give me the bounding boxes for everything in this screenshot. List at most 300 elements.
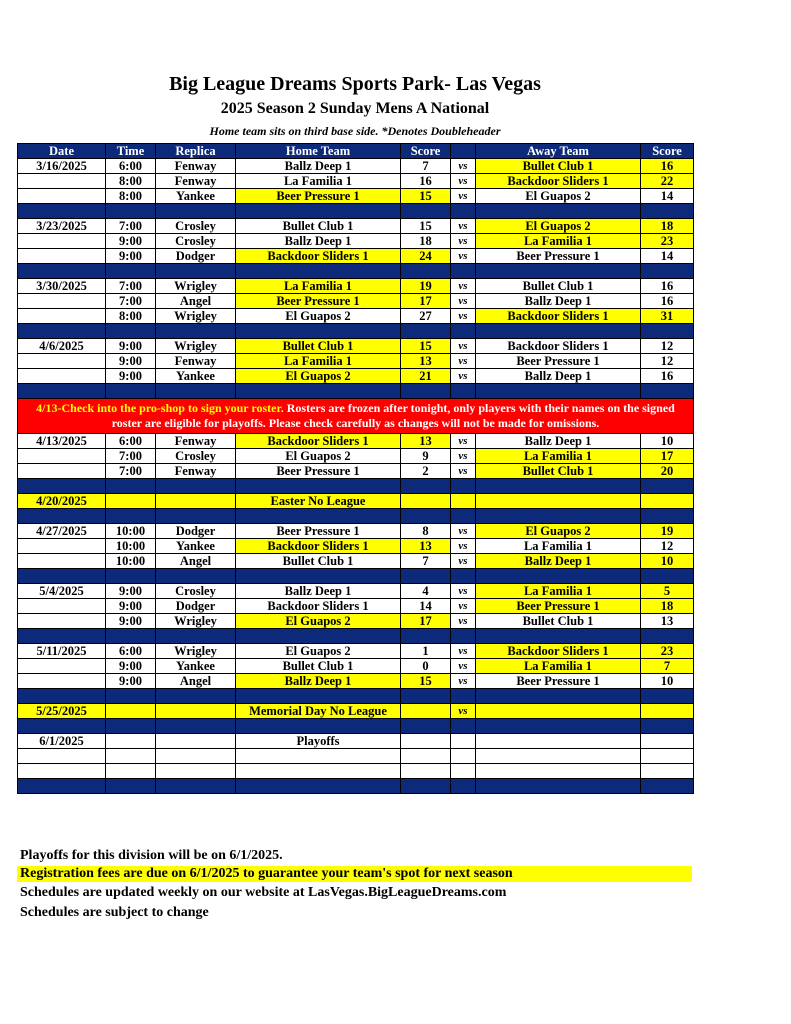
game-date — [18, 369, 106, 384]
home-score: 15 — [401, 339, 451, 354]
vs-label: vs — [451, 434, 476, 449]
game-time: 7:00 — [106, 464, 156, 479]
empty-cell — [18, 764, 106, 779]
game-date — [18, 354, 106, 369]
home-score: 13 — [401, 539, 451, 554]
playoffs-row — [18, 734, 694, 749]
game-time: 9:00 — [106, 614, 156, 629]
separator-cell — [236, 264, 401, 279]
game-replica: Yankee — [156, 189, 236, 204]
game-date: 4/27/2025 — [18, 524, 106, 539]
home-team: La Familia 1 — [236, 354, 401, 369]
empty-cell — [401, 764, 451, 779]
home-team: Beer Pressure 1 — [236, 524, 401, 539]
empty-cell — [451, 764, 476, 779]
away-team: Backdoor Sliders 1 — [476, 309, 641, 324]
game-row — [18, 614, 694, 629]
vs-label: vs — [451, 584, 476, 599]
away-score: 10 — [641, 554, 694, 569]
separator-cell — [641, 384, 694, 399]
season-subtitle: 2025 Season 2 Sunday Mens A National — [220, 100, 490, 117]
separator-cell — [156, 569, 236, 584]
separator-cell — [18, 384, 106, 399]
game-date — [18, 294, 106, 309]
empty-cell — [401, 494, 451, 509]
away-score: 16 — [641, 279, 694, 294]
away-team: Bullet Club 1 — [476, 159, 641, 174]
game-date: 3/23/2025 — [18, 219, 106, 234]
playoffs-label: Playoffs — [236, 734, 401, 749]
separator-cell — [18, 629, 106, 644]
game-time: 9:00 — [106, 599, 156, 614]
separator-cell — [641, 324, 694, 339]
col-header-away-score: Score — [641, 144, 694, 159]
game-date: 4/13/2025 — [18, 434, 106, 449]
away-score: 23 — [641, 234, 694, 249]
home-team: Ballz Deep 1 — [236, 159, 401, 174]
home-score: 27 — [401, 309, 451, 324]
away-score: 13 — [641, 614, 694, 629]
col-header-home-score: Score — [401, 144, 451, 159]
game-date: 5/4/2025 — [18, 584, 106, 599]
empty-cell — [106, 704, 156, 719]
vs-label: vs — [451, 539, 476, 554]
game-row — [18, 309, 694, 324]
separator-cell — [641, 479, 694, 494]
game-date: 3/30/2025 — [18, 279, 106, 294]
home-team: El Guapos 2 — [236, 614, 401, 629]
empty-cell — [476, 494, 641, 509]
vs-label: vs — [451, 659, 476, 674]
game-row — [18, 234, 694, 249]
game-date — [18, 539, 106, 554]
separator-cell — [236, 779, 401, 794]
roster-notice-text: Rosters are frozen after tonight, only players with their names on the signed roster are eligible for playoffs. Please check carefully as changes will not be made for omissions. — [111, 401, 675, 430]
vs-label: vs — [451, 339, 476, 354]
home-score: 16 — [401, 174, 451, 189]
vs-label: vs — [451, 174, 476, 189]
away-team: Ballz Deep 1 — [476, 294, 641, 309]
separator-cell — [106, 384, 156, 399]
game-date — [18, 554, 106, 569]
separator-cell — [451, 479, 476, 494]
game-replica: Dodger — [156, 599, 236, 614]
game-row — [18, 279, 694, 294]
game-time: 10:00 — [106, 524, 156, 539]
home-score: 15 — [401, 189, 451, 204]
separator-cell — [18, 569, 106, 584]
game-replica: Yankee — [156, 659, 236, 674]
away-team: La Familia 1 — [476, 234, 641, 249]
game-row — [18, 674, 694, 689]
away-score: 5 — [641, 584, 694, 599]
game-replica: Yankee — [156, 369, 236, 384]
game-time: 7:00 — [106, 449, 156, 464]
separator-cell — [401, 479, 451, 494]
game-replica: Wrigley — [156, 614, 236, 629]
game-time: 7:00 — [106, 294, 156, 309]
separator-cell — [18, 779, 106, 794]
away-score: 7 — [641, 659, 694, 674]
empty-cell — [106, 749, 156, 764]
home-team: Beer Pressure 1 — [236, 189, 401, 204]
vs-label — [451, 494, 476, 509]
away-score: 12 — [641, 339, 694, 354]
away-score: 10 — [641, 674, 694, 689]
game-row — [18, 464, 694, 479]
away-team: La Familia 1 — [476, 449, 641, 464]
vs-label: vs — [451, 219, 476, 234]
footer-playoffs-note: Playoffs for this division will be on 6/1/2025. — [20, 848, 283, 863]
empty-cell — [156, 704, 236, 719]
vs-label: vs — [451, 369, 476, 384]
away-team: Beer Pressure 1 — [476, 249, 641, 264]
game-replica: Wrigley — [156, 644, 236, 659]
footer-website-note: Schedules are updated weekly on our website at LasVegas.BigLeagueDreams.com — [20, 885, 507, 900]
game-replica: Yankee — [156, 539, 236, 554]
separator-cell — [451, 629, 476, 644]
separator-cell — [18, 264, 106, 279]
game-row — [18, 294, 694, 309]
separator-cell — [236, 569, 401, 584]
vs-label: vs — [451, 309, 476, 324]
home-team: El Guapos 2 — [236, 644, 401, 659]
vs-label: vs — [451, 294, 476, 309]
separator-cell — [236, 689, 401, 704]
separator-cell — [476, 509, 641, 524]
away-score: 22 — [641, 174, 694, 189]
separator-cell — [236, 479, 401, 494]
game-time: 9:00 — [106, 659, 156, 674]
empty-cell — [401, 749, 451, 764]
holiday-date: 4/20/2025 — [18, 494, 106, 509]
home-score: 7 — [401, 159, 451, 174]
roster-notice-row — [18, 399, 694, 434]
separator-cell — [156, 204, 236, 219]
away-score: 12 — [641, 539, 694, 554]
separator-cell — [156, 779, 236, 794]
footer-registration-note: Registration fees are due on 6/1/2025 to guarantee your team's spot for next season — [17, 866, 692, 882]
separator-row — [18, 204, 694, 219]
home-score: 19 — [401, 279, 451, 294]
vs-label: vs — [451, 249, 476, 264]
separator-cell — [106, 629, 156, 644]
game-date — [18, 249, 106, 264]
col-header-home-team: Home Team — [236, 144, 401, 159]
game-row — [18, 174, 694, 189]
home-team: Beer Pressure 1 — [236, 464, 401, 479]
home-team: El Guapos 2 — [236, 309, 401, 324]
game-time: 10:00 — [106, 554, 156, 569]
separator-cell — [401, 384, 451, 399]
game-time: 9:00 — [106, 354, 156, 369]
empty-cell — [156, 764, 236, 779]
away-team: Backdoor Sliders 1 — [476, 174, 641, 189]
home-team: El Guapos 2 — [236, 449, 401, 464]
separator-cell — [401, 509, 451, 524]
away-team: Beer Pressure 1 — [476, 354, 641, 369]
separator-cell — [476, 719, 641, 734]
game-replica: Fenway — [156, 354, 236, 369]
separator-row — [18, 719, 694, 734]
separator-cell — [106, 204, 156, 219]
separator-cell — [18, 689, 106, 704]
game-date — [18, 234, 106, 249]
away-score: 16 — [641, 369, 694, 384]
away-team: El Guapos 2 — [476, 524, 641, 539]
vs-label: vs — [451, 354, 476, 369]
game-date: 5/11/2025 — [18, 644, 106, 659]
holiday-row — [18, 494, 694, 509]
game-row — [18, 159, 694, 174]
separator-row — [18, 264, 694, 279]
separator-cell — [401, 719, 451, 734]
separator-cell — [236, 629, 401, 644]
empty-cell — [451, 749, 476, 764]
away-score: 12 — [641, 354, 694, 369]
home-score: 21 — [401, 369, 451, 384]
separator-cell — [18, 204, 106, 219]
game-replica: Dodger — [156, 524, 236, 539]
empty-cell — [641, 494, 694, 509]
empty-cell — [476, 734, 641, 749]
game-date — [18, 174, 106, 189]
game-replica: Dodger — [156, 249, 236, 264]
empty-cell — [106, 764, 156, 779]
away-score: 14 — [641, 249, 694, 264]
home-team: Bullet Club 1 — [236, 554, 401, 569]
away-team: Ballz Deep 1 — [476, 434, 641, 449]
home-score: 2 — [401, 464, 451, 479]
game-time: 9:00 — [106, 234, 156, 249]
game-time: 6:00 — [106, 644, 156, 659]
holiday-label: Easter No League — [236, 494, 401, 509]
separator-cell — [641, 719, 694, 734]
separator-cell — [451, 689, 476, 704]
separator-cell — [236, 204, 401, 219]
separator-cell — [156, 324, 236, 339]
game-date — [18, 659, 106, 674]
table-header-row — [18, 144, 694, 159]
separator-cell — [106, 264, 156, 279]
separator-cell — [476, 479, 641, 494]
game-row — [18, 219, 694, 234]
game-replica: Fenway — [156, 174, 236, 189]
away-team: Backdoor Sliders 1 — [476, 644, 641, 659]
home-team: Ballz Deep 1 — [236, 674, 401, 689]
game-row — [18, 644, 694, 659]
away-team: Backdoor Sliders 1 — [476, 339, 641, 354]
home-score: 13 — [401, 434, 451, 449]
game-time: 9:00 — [106, 339, 156, 354]
game-date — [18, 599, 106, 614]
home-team: Bullet Club 1 — [236, 219, 401, 234]
separator-cell — [451, 509, 476, 524]
separator-cell — [106, 719, 156, 734]
separator-cell — [476, 384, 641, 399]
home-score: 14 — [401, 599, 451, 614]
home-team: La Familia 1 — [236, 174, 401, 189]
vs-label: vs — [451, 704, 476, 719]
separator-row — [18, 384, 694, 399]
separator-cell — [236, 324, 401, 339]
game-time: 7:00 — [106, 279, 156, 294]
away-team: La Familia 1 — [476, 584, 641, 599]
away-score: 10 — [641, 434, 694, 449]
separator-cell — [236, 509, 401, 524]
empty-cell — [236, 749, 401, 764]
separator-cell — [106, 569, 156, 584]
game-replica: Crosley — [156, 449, 236, 464]
home-team: Ballz Deep 1 — [236, 584, 401, 599]
away-team: El Guapos 2 — [476, 219, 641, 234]
empty-cell — [476, 749, 641, 764]
game-time: 8:00 — [106, 189, 156, 204]
game-replica: Angel — [156, 554, 236, 569]
separator-row — [18, 569, 694, 584]
empty-cell — [401, 704, 451, 719]
separator-cell — [641, 264, 694, 279]
game-row — [18, 554, 694, 569]
home-team: Backdoor Sliders 1 — [236, 539, 401, 554]
home-score: 15 — [401, 219, 451, 234]
vs-label: vs — [451, 234, 476, 249]
home-team: La Familia 1 — [236, 279, 401, 294]
game-time: 9:00 — [106, 584, 156, 599]
separator-cell — [18, 479, 106, 494]
separator-cell — [451, 264, 476, 279]
separator-cell — [451, 569, 476, 584]
separator-cell — [476, 629, 641, 644]
game-date — [18, 449, 106, 464]
separator-row — [18, 324, 694, 339]
home-team: Backdoor Sliders 1 — [236, 434, 401, 449]
separator-cell — [451, 779, 476, 794]
separator-cell — [476, 324, 641, 339]
empty-cell — [476, 704, 641, 719]
separator-cell — [401, 779, 451, 794]
game-time: 10:00 — [106, 539, 156, 554]
separator-cell — [156, 509, 236, 524]
vs-label: vs — [451, 599, 476, 614]
vs-label: vs — [451, 279, 476, 294]
holiday-date: 5/25/2025 — [18, 704, 106, 719]
game-replica: Wrigley — [156, 339, 236, 354]
away-score: 20 — [641, 464, 694, 479]
page-title: Big League Dreams Sports Park- Las Vegas — [169, 73, 541, 95]
separator-cell — [401, 264, 451, 279]
separator-row — [18, 479, 694, 494]
separator-cell — [401, 689, 451, 704]
separator-cell — [106, 479, 156, 494]
empty-cell — [106, 494, 156, 509]
home-team: Backdoor Sliders 1 — [236, 599, 401, 614]
empty-cell — [236, 764, 401, 779]
game-row — [18, 249, 694, 264]
game-row — [18, 539, 694, 554]
empty-cell — [106, 734, 156, 749]
col-header-date: Date — [18, 144, 106, 159]
separator-cell — [401, 569, 451, 584]
home-score: 13 — [401, 354, 451, 369]
game-replica: Fenway — [156, 434, 236, 449]
separator-cell — [641, 509, 694, 524]
away-score: 17 — [641, 449, 694, 464]
away-score: 18 — [641, 599, 694, 614]
game-replica: Crosley — [156, 219, 236, 234]
home-score: 17 — [401, 294, 451, 309]
separator-cell — [106, 324, 156, 339]
separator-cell — [476, 779, 641, 794]
away-score: 19 — [641, 524, 694, 539]
separator-cell — [476, 204, 641, 219]
separator-cell — [476, 264, 641, 279]
home-team: El Guapos 2 — [236, 369, 401, 384]
home-team-note: Home team sits on third base side. *Denotes Doubleheader — [209, 124, 501, 138]
game-replica: Fenway — [156, 159, 236, 174]
col-header-replica: Replica — [156, 144, 236, 159]
game-date — [18, 189, 106, 204]
home-score: 18 — [401, 234, 451, 249]
schedule-table — [17, 143, 694, 794]
away-score: 18 — [641, 219, 694, 234]
game-time: 9:00 — [106, 674, 156, 689]
empty-cell — [401, 734, 451, 749]
away-team: La Familia 1 — [476, 659, 641, 674]
home-score: 17 — [401, 614, 451, 629]
away-team: Bullet Club 1 — [476, 614, 641, 629]
roster-notice-lead: 4/13-Check into the pro-shop to sign your roster. — [36, 401, 284, 415]
col-header-vs — [451, 144, 476, 159]
vs-label: vs — [451, 449, 476, 464]
empty-cell — [641, 704, 694, 719]
col-header-away-team: Away Team — [476, 144, 641, 159]
game-row — [18, 599, 694, 614]
home-score: 9 — [401, 449, 451, 464]
away-score: 23 — [641, 644, 694, 659]
empty-cell — [641, 749, 694, 764]
away-score: 31 — [641, 309, 694, 324]
game-time: 6:00 — [106, 159, 156, 174]
col-header-time: Time — [106, 144, 156, 159]
game-replica: Wrigley — [156, 279, 236, 294]
home-score: 24 — [401, 249, 451, 264]
game-row — [18, 584, 694, 599]
separator-cell — [236, 384, 401, 399]
vs-label: vs — [451, 189, 476, 204]
separator-cell — [401, 324, 451, 339]
separator-cell — [156, 479, 236, 494]
vs-label: vs — [451, 524, 476, 539]
separator-cell — [156, 384, 236, 399]
game-row — [18, 354, 694, 369]
separator-cell — [451, 204, 476, 219]
game-row — [18, 524, 694, 539]
separator-cell — [451, 324, 476, 339]
vs-label: vs — [451, 464, 476, 479]
separator-cell — [451, 384, 476, 399]
separator-cell — [18, 509, 106, 524]
game-replica: Crosley — [156, 234, 236, 249]
game-date: 3/16/2025 — [18, 159, 106, 174]
holiday-label: Memorial Day No League — [236, 704, 401, 719]
separator-cell — [641, 204, 694, 219]
empty-cell — [156, 749, 236, 764]
game-date — [18, 674, 106, 689]
game-date: 4/6/2025 — [18, 339, 106, 354]
holiday-row — [18, 704, 694, 719]
away-team: Beer Pressure 1 — [476, 674, 641, 689]
